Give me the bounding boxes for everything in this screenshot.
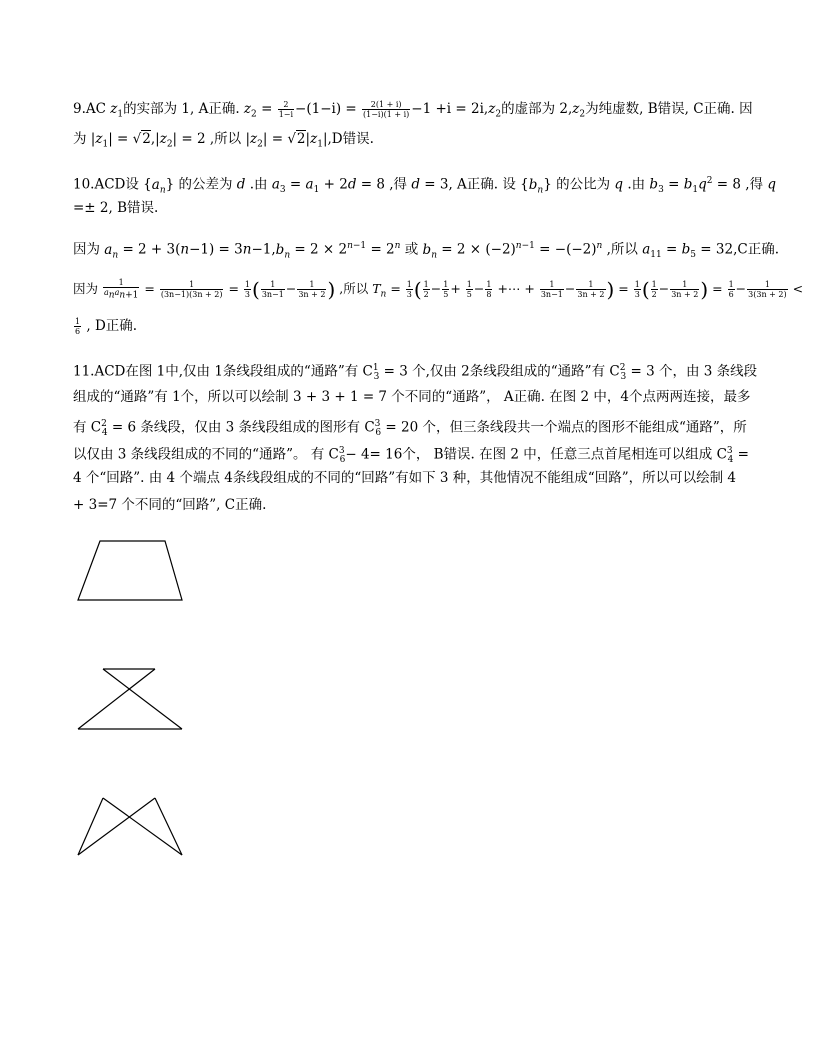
q9-line-1: 9.AC $z_1$的实部为 1, A正确. $z_2$ = $\frac{2}{1-i}$ −(1−i) = $\frac{2(1 + i)}{(1-i)(1 + i)}$ $-1 +i = 2i,z_2$的虚部为 $2,z_2$为纯虚数, B错误, C正确. 因 xyxy=(73,100,753,120)
q9-line-2: 为 $|z_1| = √2,|z_2| = 2$ ,所以 $|z_2| = √2|z_1|,D$错误. xyxy=(73,131,374,150)
q10-line-5: $\frac{1}{6}$ , D正确. xyxy=(75,317,138,336)
loop-figure-hourglass xyxy=(70,664,190,736)
q11-line-5: 4 个“回路”. 由 4 个端点 4条线段组成的不同的“回路”有如下 3 种，其他情况不能组成“回路”，所以可以绘制 4 xyxy=(73,470,736,486)
q10-line-2: =± 2, B错误. xyxy=(73,200,159,216)
q10-line-3: 因为 $a_n = 2 + 3(n-1) = 3n-1,b_n = 2 \times 2^{n-1} = 2^n$ 或 $b_n = 2 \times (-2)^{n-1} = -(-2)^n$ ,所以 $a_{11} = b_5 = 32,C$正确. xyxy=(73,241,779,261)
q10-line-1: 10.ACD设 $\{a_n\}$ 的公差为 d .由 $a_3 = a_1 + 2d = 8$ ,得 d = 3, A正确. 设 $\{b_n\}$ 的公比为 q .由 $b_3 = b_1q^2 = 8$ ,得 q xyxy=(73,176,777,196)
q11-line-2: 组成的“通路”有 1个，所以可以绘制 3 + 3 + 1 = 7 个不同的“通路”， A正确. 在图 2 中，4个点两两连接，最多 xyxy=(73,389,751,405)
q10-line-4: 因为 $\frac{1}{a_na_{n+1}}$ = $\frac{1}{(3n-1)(3n + 2)}$ = $\frac{1}{3}$ ( $\frac{1}{3n-1}$ − $\frac{1}{3n + 2}$ ) ,所以 $T_n$ = $\frac{1}{3}$ ( $\frac{1}{2}$ − $\frac{1}{5}$ + $\frac{1}{5}$ − $\frac{1}{8}$ +⋯ + $\frac{1}{3n-1}$ − $\frac{1}{3n + 2}$ ) = $\frac{1}{3}$ ( $\frac{1}{2}$ − $\frac{1}{3n + 2}$ ) = $\frac{1}{6}$ − $\frac{1}{3(3n + 2)}$ < xyxy=(73,277,804,302)
q11-line-4: 以仅由 3 条线段组成的不同的“通路”。 有 $C^3_6- 4= 16$个， B错误. 在图 2 中，任意三点首尾相连可以组成 $C^3_4$ = xyxy=(73,446,749,466)
q11-line-6: + 3=7 个不同的“回路”, C正确. xyxy=(73,497,267,513)
loop-figure-trapezoid xyxy=(70,535,190,607)
q11-line-1: 11.ACD在图 1中,仅由 1条线段组成的“通路”有 $C^1_3 = 3$ 个,仅由 2条线段组成的“通路”有 $C^2_3 = 3$ 个，由 3 条线段 xyxy=(73,363,758,383)
loop-figure-bowtie xyxy=(70,792,190,864)
q11-line-3: 有 $C^2_4 = 6$ 条线段，仅由 3 条线段组成的图形有 $C^3_6 = 20$ 个，但三条线段共一个端点的图形不能组成“通路”，所 xyxy=(73,419,747,439)
